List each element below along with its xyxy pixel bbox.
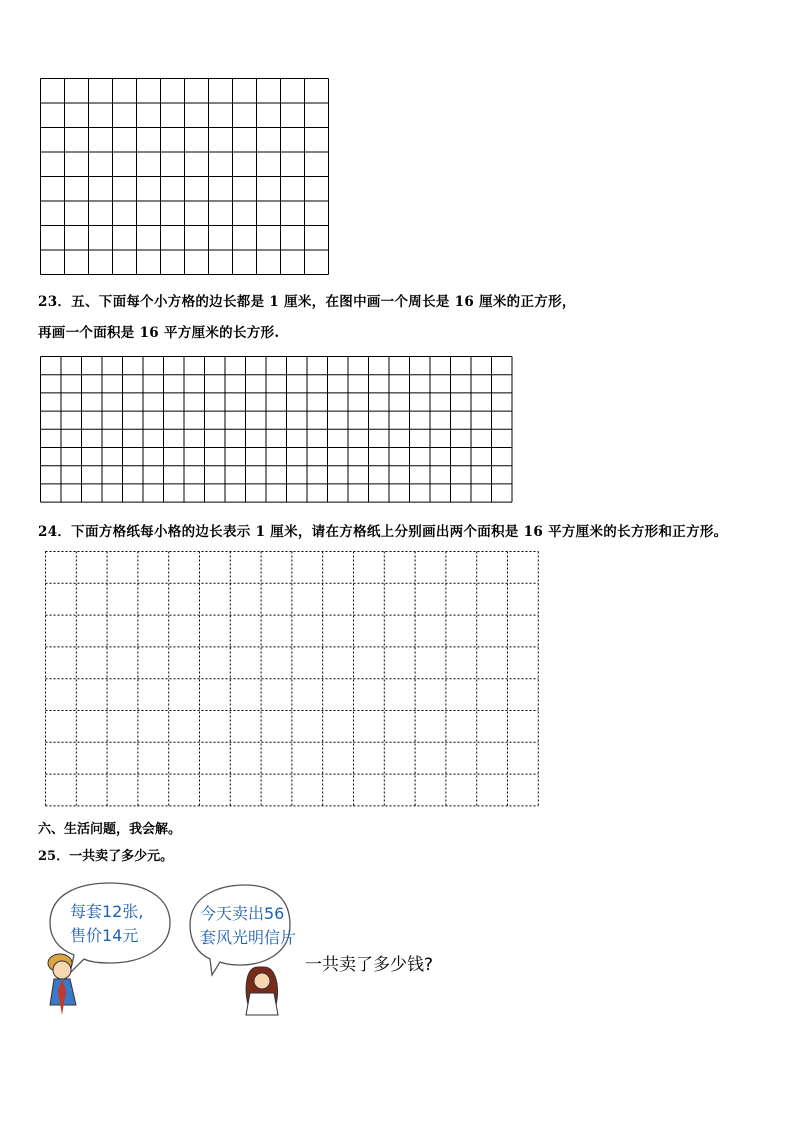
bubble-left-line2: 售价14元 <box>70 926 139 945</box>
cartoon-illustration <box>40 875 460 1025</box>
question-24-text: 24．下面方格纸每小格的边长表示 1 厘米，请在方格纸上分别画出两个面积是 16 平方厘米的长方形和正方形。 <box>38 524 728 540</box>
bubble-left-line1: 每套12张, <box>70 902 144 921</box>
bubble-right-line2: 套风光明信片 <box>200 928 297 947</box>
question-25-text: 25．一共卖了多少元。 <box>38 849 174 864</box>
question-25-ask: 一共卖了多少钱? <box>305 955 434 975</box>
top-grid <box>40 78 331 278</box>
man-character-icon <box>48 954 76 1015</box>
grid-23 <box>40 356 516 504</box>
question-23-line2: 再画一个面积是 16 平方厘米的长方形. <box>38 325 280 341</box>
woman-character-icon <box>246 967 278 1015</box>
section-6-title: 六、生活问题，我会解。 <box>38 822 182 837</box>
bubble-right-line1: 今天卖出56 <box>200 904 285 923</box>
question-23-line1: 23．五、下面每个小方格的边长都是 1 厘米，在图中画一个周长是 16 厘米的正方形， <box>38 294 576 310</box>
grid-24-dashed <box>45 551 541 808</box>
